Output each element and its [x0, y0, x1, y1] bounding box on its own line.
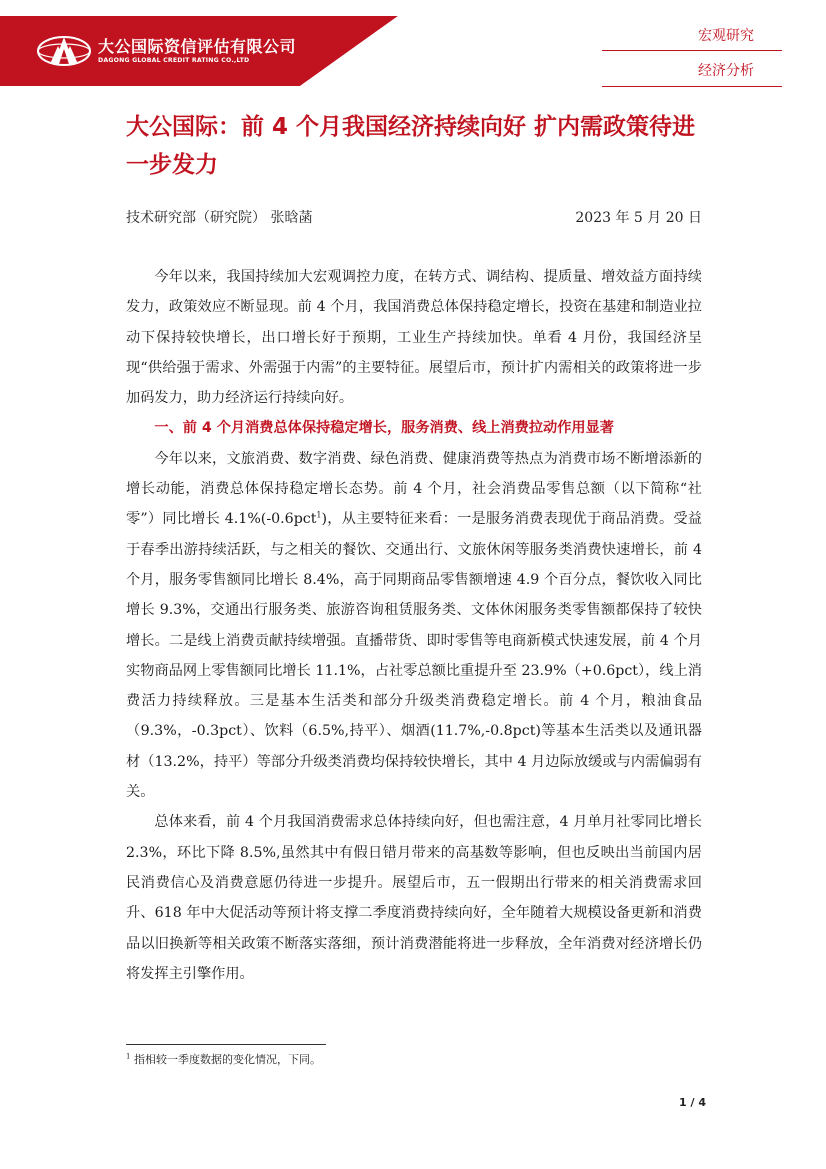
category-tag-macro: 宏观研究: [698, 28, 754, 44]
footnote-number: 1: [126, 1052, 131, 1061]
page-header: [0, 0, 826, 86]
company-logo: [36, 34, 296, 68]
header-divider: [602, 50, 782, 51]
author: 技术研究部（研究院） 张晗菡: [126, 210, 313, 226]
page-title: 大公国际：前 4 个月我国经济持续向好 扩内需政策待进一步发力: [126, 114, 696, 178]
company-name-cn: 大公国际资信评估有限公司: [98, 36, 297, 56]
paragraph-text: )，从主要特征来看：一是服务消费表现优于商品消费。受益于春季出游持续活跃，与之相关的餐饮、交通出行、文旅休闲等服务类消费快速增长，前 4 个月，服务零售额同比增长 8.4%，高于同期商品零售额增速 4.9 个百分点，餐饮收入同比增长 9.3%，交通出行服务类、旅游咨询租赁服务类、文体休闲服务类零售额都保持了较快增长。二是线上消费贡献持续增强。直播带货、即时零售等电商新模式快速发展，前 4 个月实物商品网上零售额同比增长 11.1%，占社零总额比重提升至 23.9%（+0.6pct），线上消费活力持续释放。三是基本生活类和部分升级类消费稳定增长。前 4 个月，粮油食品（9.3%，-0.3pct）、饮料（6.5%,持平）、烟酒(11.7%,-0.8pct)等基本生活类以及通讯器材（13.2%，持平）等部分升级类消费均保持较快增长，其中 4 月边际放缓或与内需偏弱有关。: [126, 511, 702, 801]
article-body: [126, 262, 702, 989]
company-name-en: DAGONG GLOBAL CREDIT RATING CO.,LTD: [98, 56, 250, 64]
logo-text: [98, 38, 296, 65]
page-number: 1 / 4: [679, 1096, 706, 1109]
paragraph-text: 今年以来，文旅消费、数字消费、绿色消费、健康消费等热点为消费市场不断增添新的增长动能，消费总体保持稳定增长态势。前 4 个月，社会消费品零售总额（以下简称“社零”）同比增长 4.1%(-0.6pct: [126, 450, 702, 528]
byline: [126, 208, 702, 228]
section-heading: 一、前 4 个月消费总体保持稳定增长，服务消费、线上消费拉动作用显著: [154, 420, 614, 437]
footnote: [126, 1052, 321, 1068]
publish-date: 2023 年 5 月 20 日: [575, 210, 702, 226]
footnote-divider: [126, 1044, 326, 1045]
footnote-marker[interactable]: 1: [316, 510, 322, 520]
header-divider: [602, 86, 782, 87]
body-paragraph: 总体来看，前 4 个月我国消费需求总体持续向好，但也需注意，4 月单月社零同比增长 2.3%，环比下降 8.5%,虽然其中有假日错月带来的高基数等影响，但也反映出当前国内居民消费信心及消费意愿仍待进一步提升。展望后市，五一假期出行带来的相关消费需求回升、618 年中大促活动等预计将支撑二季度消费持续向好，全年随着大规模设备更新和消费品以旧换新等相关政策不断落实落细，预计消费潜能将进一步释放，全年消费对经济增长仍将发挥主引擎作用。: [126, 814, 702, 982]
category-tag-economy: 经济分析: [698, 63, 754, 79]
dagong-logo-icon: [36, 34, 92, 68]
intro-paragraph: 今年以来，我国持续加大宏观调控力度，在转方式、调结构、提质量、增效益方面持续发力，政策效应不断显现。前 4 个月，我国消费总体保持稳定增长，投资在基建和制造业拉动下保持较快增长，出口增长好于预期，工业生产持续加快。单看 4 月份，我国经济呈现“供给强于需求、外需强于内需”的主要特征。展望后市，预计扩内需相关的政策将进一步加码发力，助力经济运行持续向好。: [126, 269, 702, 407]
footnote-text: 指相较一季度数据的变化情况，下同。: [133, 1053, 321, 1066]
body-paragraph: [126, 444, 702, 808]
